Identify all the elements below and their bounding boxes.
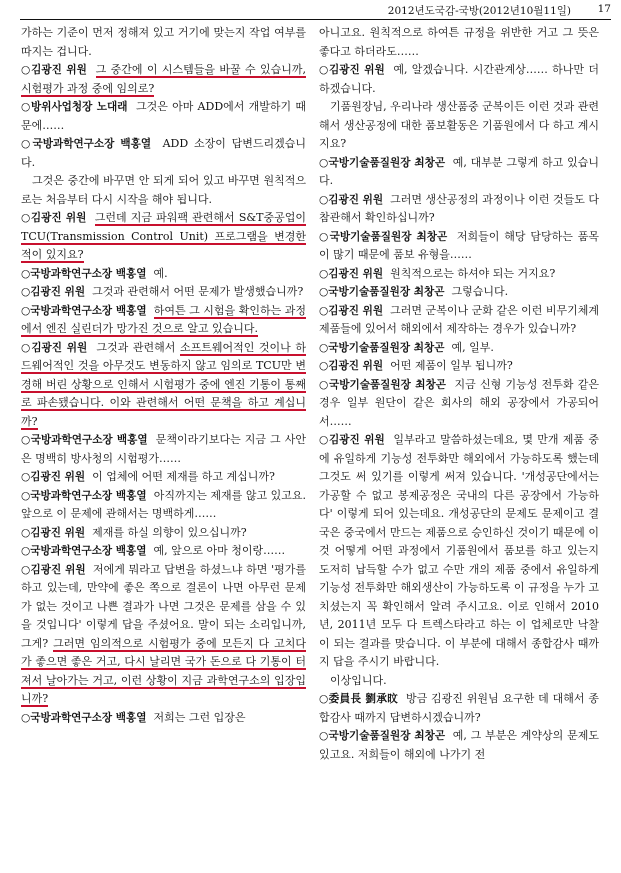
remark-text: 방금 김광진 위원님 요구한 데 대해서 종합감사 때까지 답변하시겠습니까? [319,692,599,724]
remark-text: 그것은 중간에 바꾸면 안 되게 되어 있고 바꾸면 원칙적으로는 처음부터 다시 시작을 해야 됩니다. [21,174,306,206]
transcript-paragraph [319,61,599,98]
speaker-label: ○국방기술품질원장 최창곤 [319,230,448,243]
remark-text: 예. [153,266,168,280]
speaker-label: ○국방기술품질원장 최창곤 [319,156,446,169]
transcript-paragraph [319,690,599,727]
speaker-label: ○국방기술품질원장 최창곤 [319,286,445,298]
speaker-label: ○김광진 위원 [21,286,86,298]
header-title: 2012년도국감-국방(2012년10월11일) [387,5,571,17]
transcript-paragraph [319,302,599,339]
remark-text: 예, 일부. [451,340,494,354]
transcript-paragraph [21,24,306,61]
transcript-paragraph [21,431,306,468]
remark-text: 예, 그 부분은 계약상의 문제도 있고요. 저희들이 해외에 나가기 전 [319,729,599,761]
remark-text: 예, 앞으로 아마 청이랑…… [153,544,286,557]
remark-text: 일부라고 말씀하셨는데요, 몇 만개 제품 중에 유일하게 기능성 전투화만 해외에서 가능하도록 했는데 그것도 써 있기를 이렇게 써져 있습니다. '개성공단에서는 가공할 수 없고 봉제공정은 국내의 다른 공장에서 가능하다' 이렇게 되어 있는데요. 개성공단의 문제도 문제이고 결국은 중국에서 만드는 제품으로 승인하신 것이기 때문에 이것 어떻게 어떤 과정에서 기품원에서 품보를 하고 있는지 도저히 납득할 수가 없고 수만 개의 제품 중에서 유일하게 기능성 전투화만 해외생산이 가능하도록 이 규정을 누가 고치셨는지 꼭 확인해서 알려 주시고요. 이로 인해서 2010년, 2011년 모두 다 트렉스타라고 하는 이 업체로만 낙찰이 되는 결과를 맞습니다. 이 부분에 대해서 종합감사 때까지 답을 주시기 바랍니다. [319,433,599,668]
header-rule [20,19,611,20]
transcript-paragraph [319,283,599,302]
transcript-paragraph [319,191,599,228]
remark-text: 기품원장님, 우리나라 생산품중 군복이든 이런 것과 관련해서 생산공정에 대한 품보활동은 기품원에서 다 하고 계시지요? [319,100,599,150]
speaker-label: ○국방과학연구소장 백홍열 [21,267,147,280]
transcript-paragraph [21,709,306,728]
speaker-label: ○김광진 위원 [319,193,384,206]
transcript-paragraph [319,727,599,764]
underlined-remark: 그 중간에 이 시스템들을 바꿀 수 있습니까, 시험평가 과정 중에 임의로? [21,63,306,95]
transcript-paragraph [21,172,306,209]
remark-text: 예, 대부분 그렇게 하고 있습니다. [319,155,599,187]
transcript-paragraph [21,135,306,172]
speaker-label: ○김광진 위원 [21,212,87,224]
remark-text: 예, 알겠습니다. 시간관계상…… 하나만 더 하겠습니다. [319,63,599,95]
remark-text: 어떤 제품이 일부 됩니까? [390,359,513,372]
transcript-paragraph [319,357,599,376]
speaker-label: ○국방기술품질원장 최창곤 [319,341,445,354]
speaker-label: ○국방과학연구소장 백홍열 [21,545,147,557]
speaker-label: ○김광진 위원 [21,64,87,76]
underlined-remark: 하여튼 그 시험을 확인하는 과정에서 엔진 실린더가 망가진 것으로 알고 있습니다. [21,303,306,335]
remark-text: 원칙적으로는 하셔야 되는 거지요? [390,266,556,280]
speaker-label: ○김광진 위원 [319,434,385,446]
speaker-label: ○국방과학연구소장 백홍열 [21,489,147,502]
transcript-paragraph [319,431,599,672]
remark-text: 그것은 아마 ADD에서 개발하기 때문에…… [21,100,306,132]
speaker-label: ○김광진 위원 [21,341,88,354]
speaker-label: ○김광진 위원 [319,304,384,317]
speaker-label: ○방위사업청장 노대래 [21,101,128,113]
speaker-label: ○국방기술품질원장 최창곤 [319,378,446,391]
transcript-paragraph [21,302,306,339]
speaker-label: ○김광진 위원 [319,64,385,76]
transcript-paragraph [319,376,599,432]
page-number: 17 [597,3,611,15]
transcript-paragraph [21,468,306,487]
transcript-paragraph [21,61,306,98]
speaker-label: ○국방과학연구소장 백홍열 [21,138,152,150]
left-column [21,24,306,727]
underlined-remark: 그런데 지금 파워팩 관련해서 S&T중공업이 TCU(Transmission Control Unit) 프로그램을 변경한 적이 있지요? [21,211,306,261]
remark-text: 아직까지는 제재를 않고 있고요. 앞으로 이 문제에 관해서는 명백하게…… [21,488,306,520]
transcript-paragraph [319,672,599,691]
transcript-paragraph [319,265,599,284]
speaker-label: ○국방기술품질원장 최창곤 [319,730,446,742]
right-column [319,24,599,764]
remark-text: 지금 신형 기능성 전투화 같은 경우 일부 원단이 같은 회사의 해외 공장에서 가공되어서…… [319,377,599,428]
remark-text: 저에게 뭐라고 답변을 하셨느냐 하면 '평가를 하고 있는데, 만약에 좋은 쪽으로 결론이 나면 아무런 문제가 없는 것이고 나쁜 결과가 나면 그것은 문제를 삼을 수 있을 것입니다' 이렇게 답을 주셨어요. 말이 되는 소리입니까, 그게? [21,562,306,650]
speaker-label: ○국방과학연구소장 백홍열 [21,304,147,317]
transcript-paragraph [21,265,306,284]
transcript-paragraph [21,209,306,265]
remark-text: 이상입니다. [330,673,387,687]
remark-text: 그러면 군복이나 군화 같은 이런 비무기체계 제품들에 있어서 해외에서 제작하는 경우가 있습니까? [319,303,599,335]
remark-text: 그러면 생산공정의 과정이나 이런 것들도 다 참관해서 확인하십니까? [319,192,599,224]
underlined-remark: 그러면 임의적으로 시험평가 중에 모든지 다 고치다가 좋으면 좋은 거고, 다시 날리면 국가 돈으로 다 기통이 터져서 날아가는 거고, 이런 상황이 지금 과학연구소의 입장입니까? [21,636,306,705]
speaker-label: ○국방과학연구소장 백홍열 [21,711,147,724]
speaker-label: ○委員長 劉承旼 [319,693,399,705]
remark-text: 저희는 그런 입장은 [153,710,246,724]
remark-text: 그것과 관련해서 [96,340,180,354]
transcript-paragraph [319,154,599,191]
transcript-paragraph [21,542,306,561]
remark-text: 아니고요. 원칙적으로 하여튼 규정을 위반한 거고 그 뜻은 좋다고 하더라도…… [319,26,599,58]
speaker-label: ○국방과학연구소장 백홍열 [21,434,148,446]
transcript-paragraph [319,98,599,154]
transcript-paragraph [319,228,599,265]
transcript-paragraph [319,24,599,61]
remark-text: 그것과 관련해서 어떤 문제가 발생했습니까? [92,285,304,298]
transcript-paragraph [21,561,306,709]
remark-text: 제재를 하실 의향이 있으십니까? [92,525,247,539]
remark-text: 가하는 기준이 먼저 정해져 있고 거기에 맞는지 작업 여부를 따지는 겁니다. [21,26,306,58]
transcript-paragraph [21,487,306,524]
remark-text: 문책이라기보다는 지금 그 사안은 명백히 방사청의 시험평가…… [21,433,306,465]
remark-text: 그렇습니다. [451,285,509,298]
transcript-paragraph [21,339,306,432]
transcript-paragraph [319,339,599,358]
transcript-paragraph [21,98,306,135]
speaker-label: ○김광진 위원 [319,267,384,280]
transcript-paragraph [21,524,306,543]
page-header [0,3,621,19]
remark-text: 이 업체에 어떤 제재를 하고 계십니까? [92,470,275,483]
transcript-paragraph [21,283,306,302]
underlined-remark: 소프트웨어적인 것이나 하드웨어적인 것을 아무것도 변동하지 않고 임의로 TCU만 변경해 버린 상황으로 인해서 시험평가 중에 엔진 기통이 통째로 파손됐습니다. 이와 관련해서 어떤 문책을 하고 계십니까? [21,340,306,428]
remark-text: ADD 소장이 답변드리겠습니다. [21,137,306,169]
speaker-label: ○김광진 위원 [21,471,86,483]
remark-text: 저희들이 해당 담당하는 품목이 많기 때문에 품보 유형을…… [319,229,599,261]
speaker-label: ○김광진 위원 [319,360,384,372]
speaker-label: ○김광진 위원 [21,563,86,576]
speaker-label: ○김광진 위원 [21,526,86,539]
